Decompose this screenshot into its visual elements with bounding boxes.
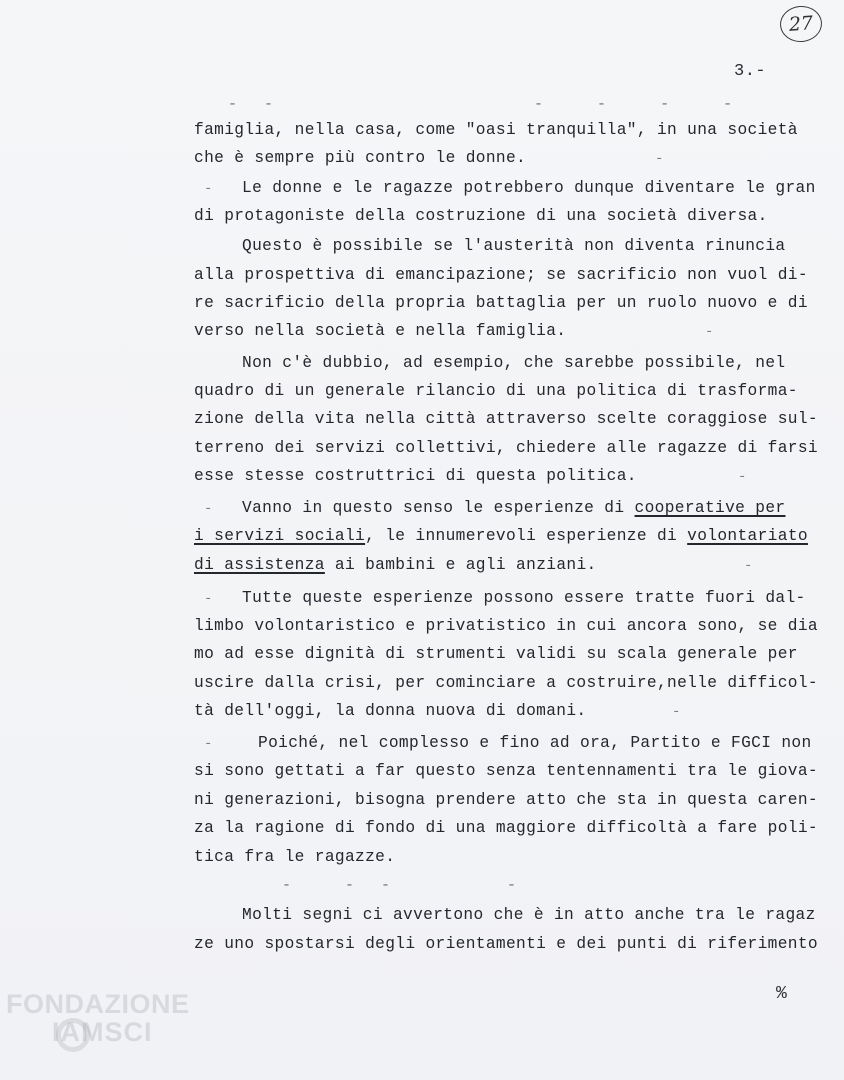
text-line: Tutte queste esperienze possono essere tratte fuori dal-: [242, 589, 806, 607]
archive-page-number: 27: [779, 5, 823, 44]
text-line: ni generazioni, bisogna prendere atto che sta in questa caren-: [194, 791, 818, 809]
text-line: zione della vita nella città attraverso scelte coraggiose sul-: [194, 410, 818, 428]
text-line: tà dell'oggi, la donna nuova di domani.: [194, 702, 587, 720]
text-segment: ai bambini e agli anziani.: [324, 556, 597, 574]
text-line: Questo è possibile se l'austerità non diventa rinuncia: [242, 237, 786, 255]
margin-tick: -: [738, 469, 747, 485]
margin-tick: -: [204, 591, 213, 607]
text-line: quadro di un generale rilancio di una politica di trasforma-: [194, 382, 798, 400]
text-segment: Vanno in questo senso le esperienze di: [242, 499, 625, 517]
text-line: ze uno spostarsi degli orientamenti e dei punti di riferimento: [194, 935, 818, 953]
archive-watermark: [6, 990, 190, 1046]
text-line: [194, 556, 597, 574]
text-line: terreno dei servizi collettivi, chiedere alle ragazze di farsi: [194, 439, 818, 457]
text-line: za la ragione di fondo di una maggiore difficoltà a fare poli-: [194, 819, 818, 837]
text-line: Le donne e le ragazze potrebbero dunque diventare le gran: [242, 179, 816, 197]
text-line: mo ad esse dignità di strumenti validi su scala generale per: [194, 645, 798, 663]
text-segment: , le innumerevoli esperienze di: [365, 527, 678, 545]
watermark-line: IAMSCI: [52, 1017, 153, 1047]
text-line: esse stesse costruttrici di questa politica.: [194, 467, 637, 485]
text-line: tica fra le ragazze.: [194, 848, 396, 866]
underlined-phrase: i servizi sociali: [194, 527, 366, 545]
margin-tick: -: [705, 324, 714, 340]
separator-dashes: - - - - - -: [228, 96, 733, 113]
margin-tick: -: [672, 704, 681, 720]
underlined-phrase: cooperative per: [634, 499, 786, 517]
text-line: re sacrificio della propria battaglia per un ruolo nuovo e di: [194, 294, 808, 312]
text-line: Poiché, nel complesso e fino ad ora, Partito e FGCI non: [258, 734, 812, 752]
text-line: [242, 499, 785, 517]
text-line: Non c'è dubbio, ad esempio, che sarebbe possibile, nel: [242, 354, 786, 372]
text-line: che è sempre più contro le donne.: [194, 149, 527, 167]
margin-tick: -: [204, 501, 213, 517]
margin-tick: -: [204, 736, 213, 752]
underlined-phrase: volontariato: [687, 527, 808, 545]
continuation-mark: %: [776, 984, 787, 1004]
text-line: uscire dalla crisi, per cominciare a costruire,nelle difficol-: [194, 674, 818, 692]
text-line: si sono gettati a far questo senza tentennamenti tra le giova-: [194, 762, 818, 780]
margin-tick: -: [204, 181, 213, 197]
watermark-line: FONDAZIONE: [6, 989, 190, 1019]
text-line: alla prospettiva di emancipazione; se sacrificio non vuol di-: [194, 266, 808, 284]
text-line: limbo volontaristico e privatistico in cui ancora sono, se dia: [194, 617, 818, 635]
text-line: Molti segni ci avvertono che è in atto anche tra le ragaz: [242, 906, 816, 924]
margin-tick: -: [744, 558, 753, 574]
margin-tick: -: [655, 151, 664, 167]
text-line: verso nella società e nella famiglia.: [194, 322, 567, 340]
text-line: di protagoniste della costruzione di una società diversa.: [194, 207, 768, 225]
watermark-logo-icon: [56, 1018, 90, 1052]
separator-dashes: - - - -: [282, 877, 517, 894]
underlined-phrase: di assistenza: [194, 556, 325, 574]
page-number: 3.-: [734, 62, 767, 81]
text-line: [194, 527, 808, 545]
text-line: famiglia, nella casa, come "oasi tranquilla", in una società: [194, 121, 798, 139]
